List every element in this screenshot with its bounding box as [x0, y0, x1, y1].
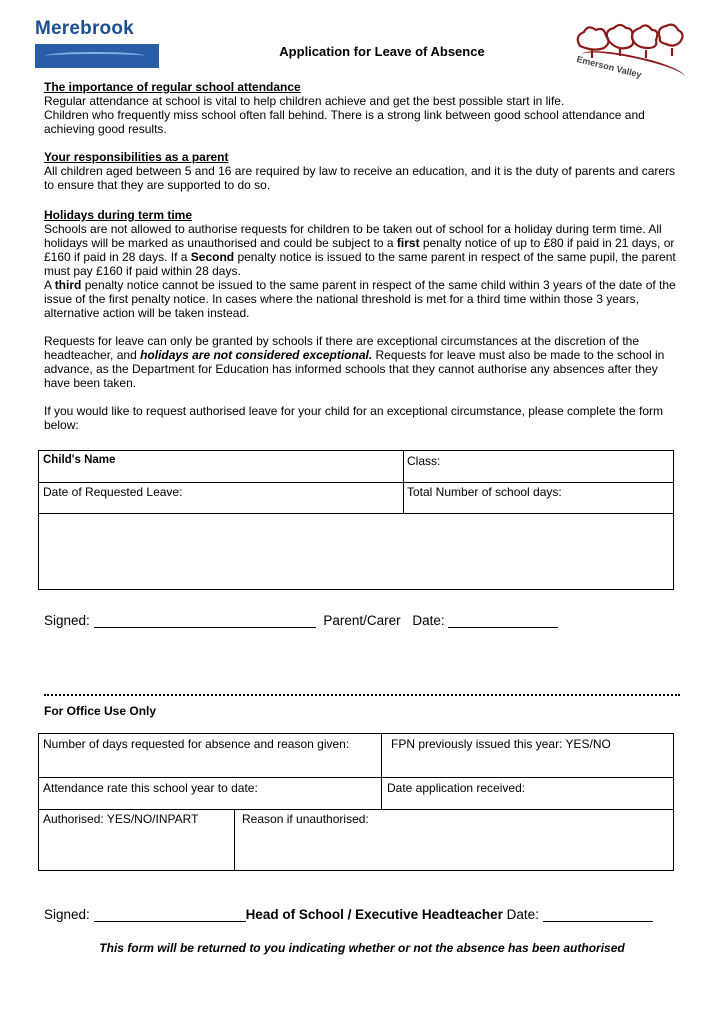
footer-note: This form will be returned to you indicating whether or not the absence has been authorised	[99, 941, 625, 955]
holidays-paragraph-4: If you would like to request authorised leave for your child for an exceptional circumstance, please complete the form below:	[44, 404, 663, 432]
office-use-title: For Office Use Only	[44, 704, 157, 718]
attendance-rate-field[interactable]: Attendance rate this school year to date:	[43, 781, 258, 795]
head-signed-label: Signed:	[44, 907, 90, 922]
holidays-p3-a: Requests for leave can only be granted by schools if there are exceptional circumstances at the discretion of the headteacher, and	[44, 334, 639, 362]
attendance-heading: The importance of regular school attendance	[44, 80, 301, 94]
holidays-p3-emphasis: holidays are not considered exceptional.	[140, 348, 373, 362]
reason-unauthorised-field[interactable]: Reason if unauthorised:	[242, 812, 369, 826]
fpn-field[interactable]: FPN previously issued this year: YES/NO	[391, 737, 611, 751]
holidays-paragraph-2	[44, 278, 680, 320]
holidays-p2-third: third	[54, 278, 82, 292]
holidays-p1-b: penalty notice of up to £80 if paid in 21 days, or £160 if paid in 28 days. If a	[44, 236, 675, 264]
parent-role-label: Parent/Carer	[323, 613, 401, 628]
date-received-field[interactable]: Date application received:	[387, 781, 526, 795]
holidays-paragraph-3	[44, 334, 680, 390]
holidays-p3-b: Requests for leave must also be made to the school in advance, as the Department for Education has informed schools that they cannot authorise any absences after they have been taken.	[44, 348, 665, 390]
childs-name-field[interactable]: Child's Name	[43, 454, 116, 466]
emerson-valley-logo-text: Emerson Valley	[575, 54, 643, 80]
merebrook-logo	[35, 18, 160, 68]
office-use-table	[38, 733, 674, 871]
section-holidays	[44, 208, 680, 432]
parent-date-label: Date:	[412, 613, 445, 628]
holidays-heading: Holidays during term time	[44, 208, 193, 222]
holidays-p1-c: penalty notice is issued to the same parent in respect of the same pupil, the parent must pay £160 if paid within 28 days.	[44, 250, 676, 278]
holidays-p1-second: Second	[190, 250, 235, 264]
responsibilities-heading: Your responsibilities as a parent	[44, 150, 229, 164]
days-reason-field[interactable]: Number of days requested for absence and reason given:	[43, 737, 350, 751]
reason-area[interactable]	[39, 513, 673, 589]
date-requested-field[interactable]: Date of Requested Leave:	[43, 485, 183, 499]
parent-signed-label: Signed:	[44, 613, 90, 628]
head-signature-line[interactable]	[94, 907, 246, 922]
attendance-line1: Regular attendance at school is vital to help children achieve and get the best possible start in life.	[44, 94, 565, 108]
head-date-line[interactable]	[543, 907, 653, 922]
parent-signature-row	[44, 613, 558, 628]
total-days-field[interactable]: Total Number of school days:	[407, 485, 562, 499]
emerson-valley-logo	[572, 20, 690, 80]
holidays-p1-first: first	[396, 236, 420, 250]
parent-signature-line[interactable]	[94, 613, 316, 628]
parent-date-line[interactable]	[448, 613, 558, 628]
holidays-p1-a: Schools are not allowed to authorise requests for children to be taken out of school for a holiday during term time. All holidays will be marked as unauthorised and could be subject to a	[44, 222, 662, 250]
responsibilities-body: All children aged between 5 and 16 are required by law to receive an education, and it is the duty of parents and carers to ensure that they are supported to do so.	[44, 164, 676, 192]
holidays-p2-b: penalty notice cannot be issued to the same parent in respect of the same child within 3 years of the date of the issue of the first penalty notice. In cases where the national threshold is met for a third time within those 3 years, alternative action will be taken instead.	[44, 278, 676, 320]
head-role-label: Head of School / Executive Headteacher	[245, 907, 503, 922]
document-title: Application for Leave of Absence	[279, 44, 485, 59]
holidays-p2-a: A	[44, 278, 55, 292]
merebrook-logo-text: Merebrook	[35, 18, 134, 39]
section-responsibilities	[44, 150, 680, 192]
head-date-label: Date:	[506, 907, 539, 922]
holidays-paragraph-1	[44, 222, 680, 278]
attendance-line2: Children who frequently miss school often fall behind. There is a strong link between good school attendance and achieving good results.	[44, 108, 645, 136]
authorised-field[interactable]: Authorised: YES/NO/INPART	[43, 812, 199, 826]
section-attendance	[44, 80, 680, 136]
class-field[interactable]: Class:	[407, 454, 441, 468]
head-signature-row	[44, 907, 653, 922]
cut-line	[44, 694, 680, 696]
application-form-table	[38, 450, 674, 590]
